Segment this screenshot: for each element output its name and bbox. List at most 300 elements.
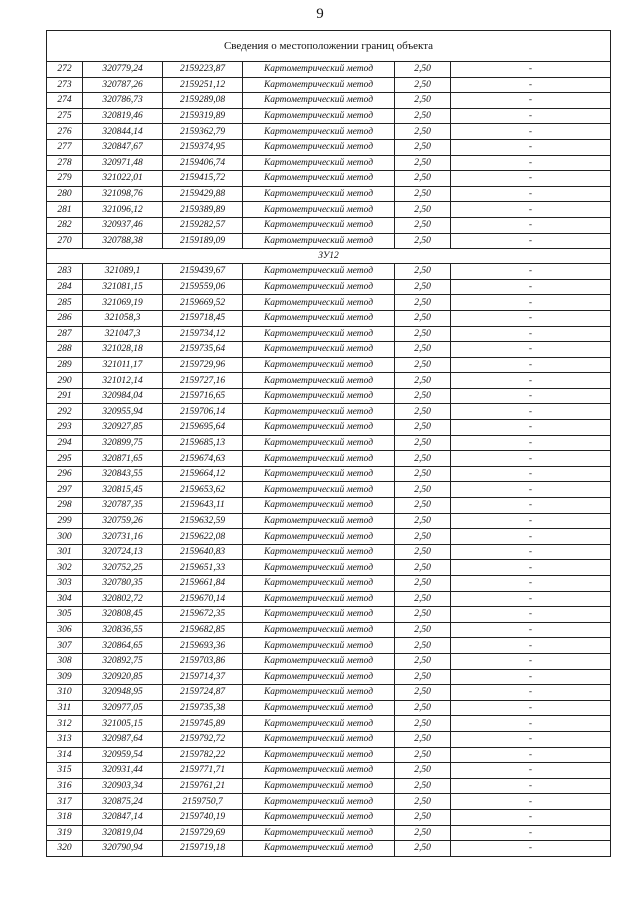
description-cell: -: [451, 326, 611, 342]
boundary-coordinates-table: [46, 30, 611, 857]
y-coordinate-cell: 2159771,71: [163, 763, 243, 779]
description-cell: -: [451, 202, 611, 218]
x-coordinate-cell: 320808,45: [83, 607, 163, 623]
point-number-cell: 285: [47, 295, 83, 311]
x-coordinate-cell: 320959,54: [83, 747, 163, 763]
accuracy-cell: 2,50: [395, 93, 451, 109]
accuracy-cell: 2,50: [395, 794, 451, 810]
accuracy-cell: 2,50: [395, 171, 451, 187]
accuracy-cell: 2,50: [395, 622, 451, 638]
point-number-cell: 279: [47, 171, 83, 187]
table-row: [47, 685, 611, 701]
table-row: [47, 202, 611, 218]
x-coordinate-cell: 320836,55: [83, 622, 163, 638]
point-number-cell: 295: [47, 451, 83, 467]
accuracy-cell: 2,50: [395, 435, 451, 451]
y-coordinate-cell: 2159670,14: [163, 591, 243, 607]
description-cell: -: [451, 560, 611, 576]
y-coordinate-cell: 2159406,74: [163, 155, 243, 171]
description-cell: -: [451, 62, 611, 78]
accuracy-cell: 2,50: [395, 404, 451, 420]
accuracy-cell: 2,50: [395, 202, 451, 218]
description-cell: -: [451, 498, 611, 514]
y-coordinate-cell: 2159389,89: [163, 202, 243, 218]
description-cell: -: [451, 841, 611, 857]
accuracy-cell: 2,50: [395, 124, 451, 140]
x-coordinate-cell: 320779,24: [83, 62, 163, 78]
table-row: [47, 794, 611, 810]
description-cell: -: [451, 731, 611, 747]
x-coordinate-cell: 320788,38: [83, 233, 163, 249]
point-number-cell: 284: [47, 279, 83, 295]
y-coordinate-cell: 2159223,87: [163, 62, 243, 78]
method-cell: Картометрический метод: [243, 544, 395, 560]
point-number-cell: 297: [47, 482, 83, 498]
y-coordinate-cell: 2159693,36: [163, 638, 243, 654]
y-coordinate-cell: 2159724,87: [163, 685, 243, 701]
page-number: 9: [316, 6, 324, 22]
table-row: [47, 653, 611, 669]
section-row: [47, 249, 611, 264]
description-cell: -: [451, 591, 611, 607]
y-coordinate-cell: 2159632,59: [163, 513, 243, 529]
accuracy-cell: 2,50: [395, 700, 451, 716]
y-coordinate-cell: 2159319,89: [163, 108, 243, 124]
description-cell: -: [451, 825, 611, 841]
table-row: [47, 763, 611, 779]
point-number-cell: 307: [47, 638, 83, 654]
accuracy-cell: 2,50: [395, 217, 451, 233]
method-cell: Картометрический метод: [243, 529, 395, 545]
accuracy-cell: 2,50: [395, 560, 451, 576]
y-coordinate-cell: 2159716,65: [163, 388, 243, 404]
point-number-cell: 314: [47, 747, 83, 763]
point-number-cell: 303: [47, 576, 83, 592]
accuracy-cell: 2,50: [395, 591, 451, 607]
method-cell: Картометрический метод: [243, 93, 395, 109]
description-cell: -: [451, 435, 611, 451]
table-row: [47, 357, 611, 373]
point-number-cell: 301: [47, 544, 83, 560]
y-coordinate-cell: 2159429,88: [163, 186, 243, 202]
description-cell: -: [451, 747, 611, 763]
description-cell: -: [451, 357, 611, 373]
x-coordinate-cell: 320843,55: [83, 466, 163, 482]
x-coordinate-cell: 320977,05: [83, 700, 163, 716]
x-coordinate-cell: 321022,01: [83, 171, 163, 187]
y-coordinate-cell: 2159643,11: [163, 498, 243, 514]
method-cell: Картометрический метод: [243, 809, 395, 825]
method-cell: Картометрический метод: [243, 186, 395, 202]
accuracy-cell: 2,50: [395, 295, 451, 311]
point-number-cell: 270: [47, 233, 83, 249]
x-coordinate-cell: 320931,44: [83, 763, 163, 779]
accuracy-cell: 2,50: [395, 685, 451, 701]
x-coordinate-cell: 320875,24: [83, 794, 163, 810]
point-number-cell: 310: [47, 685, 83, 701]
y-coordinate-cell: 2159439,67: [163, 264, 243, 280]
point-number-cell: 274: [47, 93, 83, 109]
description-cell: -: [451, 451, 611, 467]
method-cell: Картометрический метод: [243, 653, 395, 669]
y-coordinate-cell: 2159682,85: [163, 622, 243, 638]
description-cell: -: [451, 763, 611, 779]
description-cell: -: [451, 342, 611, 358]
point-number-cell: 280: [47, 186, 83, 202]
point-number-cell: 311: [47, 700, 83, 716]
description-cell: -: [451, 420, 611, 436]
table-row: [47, 171, 611, 187]
description-cell: -: [451, 217, 611, 233]
table-row: [47, 93, 611, 109]
point-number-cell: 318: [47, 809, 83, 825]
point-number-cell: 278: [47, 155, 83, 171]
method-cell: Картометрический метод: [243, 310, 395, 326]
accuracy-cell: 2,50: [395, 669, 451, 685]
y-coordinate-cell: 2159740,19: [163, 809, 243, 825]
point-number-cell: 281: [47, 202, 83, 218]
point-number-cell: 320: [47, 841, 83, 857]
table-row: [47, 747, 611, 763]
description-cell: -: [451, 108, 611, 124]
x-coordinate-cell: 321096,12: [83, 202, 163, 218]
point-number-cell: 288: [47, 342, 83, 358]
x-coordinate-cell: 321098,76: [83, 186, 163, 202]
method-cell: Картометрический метод: [243, 763, 395, 779]
accuracy-cell: 2,50: [395, 482, 451, 498]
y-coordinate-cell: 2159672,35: [163, 607, 243, 623]
method-cell: Картометрический метод: [243, 388, 395, 404]
point-number-cell: 273: [47, 77, 83, 93]
table-row: [47, 435, 611, 451]
accuracy-cell: 2,50: [395, 778, 451, 794]
x-coordinate-cell: 321012,14: [83, 373, 163, 389]
x-coordinate-cell: 320871,65: [83, 451, 163, 467]
y-coordinate-cell: 2159559,06: [163, 279, 243, 295]
y-coordinate-cell: 2159251,12: [163, 77, 243, 93]
method-cell: Картометрический метод: [243, 217, 395, 233]
point-number-cell: 316: [47, 778, 83, 794]
method-cell: Картометрический метод: [243, 794, 395, 810]
point-number-cell: 309: [47, 669, 83, 685]
table-row: [47, 638, 611, 654]
description-cell: -: [451, 607, 611, 623]
description-cell: -: [451, 529, 611, 545]
point-number-cell: 298: [47, 498, 83, 514]
point-number-cell: 299: [47, 513, 83, 529]
y-coordinate-cell: 2159640,83: [163, 544, 243, 560]
description-cell: -: [451, 685, 611, 701]
table-row: [47, 373, 611, 389]
x-coordinate-cell: 321089,1: [83, 264, 163, 280]
table-title: Сведения о местоположении границ объекта: [47, 31, 611, 62]
y-coordinate-cell: 2159734,12: [163, 326, 243, 342]
point-number-cell: 286: [47, 310, 83, 326]
method-cell: Картометрический метод: [243, 685, 395, 701]
table-row: [47, 622, 611, 638]
point-number-cell: 292: [47, 404, 83, 420]
x-coordinate-cell: 320948,95: [83, 685, 163, 701]
point-number-cell: 275: [47, 108, 83, 124]
method-cell: Картометрический метод: [243, 498, 395, 514]
y-coordinate-cell: 2159622,08: [163, 529, 243, 545]
description-cell: -: [451, 388, 611, 404]
accuracy-cell: 2,50: [395, 653, 451, 669]
x-coordinate-cell: 321028,18: [83, 342, 163, 358]
x-coordinate-cell: 320815,45: [83, 482, 163, 498]
accuracy-cell: 2,50: [395, 731, 451, 747]
x-coordinate-cell: 321047,3: [83, 326, 163, 342]
table-row: [47, 529, 611, 545]
y-coordinate-cell: 2159792,72: [163, 731, 243, 747]
method-cell: Картометрический метод: [243, 124, 395, 140]
description-cell: -: [451, 139, 611, 155]
accuracy-cell: 2,50: [395, 139, 451, 155]
y-coordinate-cell: 2159745,89: [163, 716, 243, 732]
point-number-cell: 300: [47, 529, 83, 545]
method-cell: Картометрический метод: [243, 700, 395, 716]
method-cell: Картометрический метод: [243, 295, 395, 311]
method-cell: Картометрический метод: [243, 638, 395, 654]
description-cell: -: [451, 279, 611, 295]
accuracy-cell: 2,50: [395, 466, 451, 482]
point-number-cell: 306: [47, 622, 83, 638]
accuracy-cell: 2,50: [395, 498, 451, 514]
x-coordinate-cell: 321058,3: [83, 310, 163, 326]
y-coordinate-cell: 2159714,37: [163, 669, 243, 685]
point-number-cell: 315: [47, 763, 83, 779]
table-row: [47, 326, 611, 342]
table-row: [47, 388, 611, 404]
table-row: [47, 809, 611, 825]
x-coordinate-cell: 320780,35: [83, 576, 163, 592]
method-cell: Картометрический метод: [243, 747, 395, 763]
point-number-cell: 293: [47, 420, 83, 436]
description-cell: -: [451, 171, 611, 187]
y-coordinate-cell: 2159718,45: [163, 310, 243, 326]
description-cell: -: [451, 264, 611, 280]
y-coordinate-cell: 2159719,18: [163, 841, 243, 857]
method-cell: Картометрический метод: [243, 264, 395, 280]
method-cell: Картометрический метод: [243, 420, 395, 436]
y-coordinate-cell: 2159653,62: [163, 482, 243, 498]
method-cell: Картометрический метод: [243, 155, 395, 171]
x-coordinate-cell: 320844,14: [83, 124, 163, 140]
table-row: [47, 186, 611, 202]
table-row: [47, 310, 611, 326]
table-row: [47, 544, 611, 560]
accuracy-cell: 2,50: [395, 638, 451, 654]
x-coordinate-cell: 320892,75: [83, 653, 163, 669]
point-number-cell: 302: [47, 560, 83, 576]
point-number-cell: 290: [47, 373, 83, 389]
x-coordinate-cell: 320759,26: [83, 513, 163, 529]
table-row: [47, 825, 611, 841]
point-number-cell: 305: [47, 607, 83, 623]
description-cell: -: [451, 482, 611, 498]
x-coordinate-cell: 320819,46: [83, 108, 163, 124]
x-coordinate-cell: 320847,14: [83, 809, 163, 825]
point-number-cell: 282: [47, 217, 83, 233]
description-cell: -: [451, 155, 611, 171]
description-cell: -: [451, 77, 611, 93]
table-row: [47, 576, 611, 592]
accuracy-cell: 2,50: [395, 155, 451, 171]
point-number-cell: 308: [47, 653, 83, 669]
table-row: [47, 498, 611, 514]
table-row: [47, 513, 611, 529]
description-cell: -: [451, 638, 611, 654]
y-coordinate-cell: 2159664,12: [163, 466, 243, 482]
accuracy-cell: 2,50: [395, 607, 451, 623]
table-row: [47, 591, 611, 607]
accuracy-cell: 2,50: [395, 186, 451, 202]
y-coordinate-cell: 2159735,38: [163, 700, 243, 716]
y-coordinate-cell: 2159703,86: [163, 653, 243, 669]
x-coordinate-cell: 320724,13: [83, 544, 163, 560]
accuracy-cell: 2,50: [395, 841, 451, 857]
y-coordinate-cell: 2159735,64: [163, 342, 243, 358]
description-cell: -: [451, 513, 611, 529]
x-coordinate-cell: 320787,26: [83, 77, 163, 93]
method-cell: Картометрический метод: [243, 607, 395, 623]
x-coordinate-cell: 320752,25: [83, 560, 163, 576]
x-coordinate-cell: 320847,67: [83, 139, 163, 155]
accuracy-cell: 2,50: [395, 342, 451, 358]
method-cell: Картометрический метод: [243, 279, 395, 295]
table-row: [47, 124, 611, 140]
table-row: [47, 279, 611, 295]
x-coordinate-cell: 320819,04: [83, 825, 163, 841]
table-row: [47, 108, 611, 124]
accuracy-cell: 2,50: [395, 716, 451, 732]
method-cell: Картометрический метод: [243, 482, 395, 498]
description-cell: -: [451, 576, 611, 592]
y-coordinate-cell: 2159289,08: [163, 93, 243, 109]
point-number-cell: 289: [47, 357, 83, 373]
x-coordinate-cell: 320937,46: [83, 217, 163, 233]
description-cell: -: [451, 544, 611, 560]
method-cell: Картометрический метод: [243, 825, 395, 841]
x-coordinate-cell: 320984,04: [83, 388, 163, 404]
method-cell: Картометрический метод: [243, 778, 395, 794]
x-coordinate-cell: 320927,85: [83, 420, 163, 436]
method-cell: Картометрический метод: [243, 841, 395, 857]
accuracy-cell: 2,50: [395, 233, 451, 249]
accuracy-cell: 2,50: [395, 310, 451, 326]
accuracy-cell: 2,50: [395, 420, 451, 436]
x-coordinate-cell: 320920,85: [83, 669, 163, 685]
y-coordinate-cell: 2159189,09: [163, 233, 243, 249]
y-coordinate-cell: 2159669,52: [163, 295, 243, 311]
table-row: [47, 466, 611, 482]
description-cell: -: [451, 809, 611, 825]
method-cell: Картометрический метод: [243, 357, 395, 373]
method-cell: Картометрический метод: [243, 373, 395, 389]
table-row: [47, 404, 611, 420]
point-number-cell: 277: [47, 139, 83, 155]
y-coordinate-cell: 2159374,95: [163, 139, 243, 155]
table-row: [47, 295, 611, 311]
description-cell: -: [451, 669, 611, 685]
method-cell: Картометрический метод: [243, 435, 395, 451]
point-number-cell: 283: [47, 264, 83, 280]
accuracy-cell: 2,50: [395, 388, 451, 404]
description-cell: -: [451, 373, 611, 389]
description-cell: -: [451, 233, 611, 249]
table-row: [47, 139, 611, 155]
description-cell: -: [451, 794, 611, 810]
description-cell: -: [451, 622, 611, 638]
table-row: [47, 451, 611, 467]
point-number-cell: 291: [47, 388, 83, 404]
table-row: [47, 669, 611, 685]
accuracy-cell: 2,50: [395, 529, 451, 545]
accuracy-cell: 2,50: [395, 77, 451, 93]
point-number-cell: 312: [47, 716, 83, 732]
point-number-cell: 296: [47, 466, 83, 482]
y-coordinate-cell: 2159661,84: [163, 576, 243, 592]
method-cell: Картометрический метод: [243, 716, 395, 732]
method-cell: Картометрический метод: [243, 513, 395, 529]
point-number-cell: 294: [47, 435, 83, 451]
method-cell: Картометрический метод: [243, 62, 395, 78]
table-row: [47, 217, 611, 233]
point-number-cell: 319: [47, 825, 83, 841]
table-row: [47, 62, 611, 78]
point-number-cell: 313: [47, 731, 83, 747]
method-cell: Картометрический метод: [243, 466, 395, 482]
y-coordinate-cell: 2159651,33: [163, 560, 243, 576]
method-cell: Картометрический метод: [243, 669, 395, 685]
table-row: [47, 778, 611, 794]
accuracy-cell: 2,50: [395, 544, 451, 560]
accuracy-cell: 2,50: [395, 62, 451, 78]
x-coordinate-cell: 321069,19: [83, 295, 163, 311]
y-coordinate-cell: 2159362,79: [163, 124, 243, 140]
method-cell: Картометрический метод: [243, 77, 395, 93]
description-cell: -: [451, 700, 611, 716]
table-row: [47, 342, 611, 358]
y-coordinate-cell: 2159729,96: [163, 357, 243, 373]
table-row: [47, 482, 611, 498]
table-row: [47, 731, 611, 747]
table-row: [47, 841, 611, 857]
accuracy-cell: 2,50: [395, 809, 451, 825]
table-title-row: [47, 31, 611, 62]
method-cell: Картометрический метод: [243, 622, 395, 638]
y-coordinate-cell: 2159750,7: [163, 794, 243, 810]
method-cell: Картометрический метод: [243, 451, 395, 467]
accuracy-cell: 2,50: [395, 825, 451, 841]
method-cell: Картометрический метод: [243, 139, 395, 155]
accuracy-cell: 2,50: [395, 747, 451, 763]
accuracy-cell: 2,50: [395, 576, 451, 592]
description-cell: -: [451, 404, 611, 420]
x-coordinate-cell: 320802,72: [83, 591, 163, 607]
point-number-cell: 276: [47, 124, 83, 140]
accuracy-cell: 2,50: [395, 108, 451, 124]
description-cell: -: [451, 716, 611, 732]
accuracy-cell: 2,50: [395, 513, 451, 529]
y-coordinate-cell: 2159727,16: [163, 373, 243, 389]
accuracy-cell: 2,50: [395, 763, 451, 779]
accuracy-cell: 2,50: [395, 357, 451, 373]
x-coordinate-cell: 321011,17: [83, 357, 163, 373]
y-coordinate-cell: 2159729,69: [163, 825, 243, 841]
x-coordinate-cell: 320787,35: [83, 498, 163, 514]
y-coordinate-cell: 2159282,57: [163, 217, 243, 233]
